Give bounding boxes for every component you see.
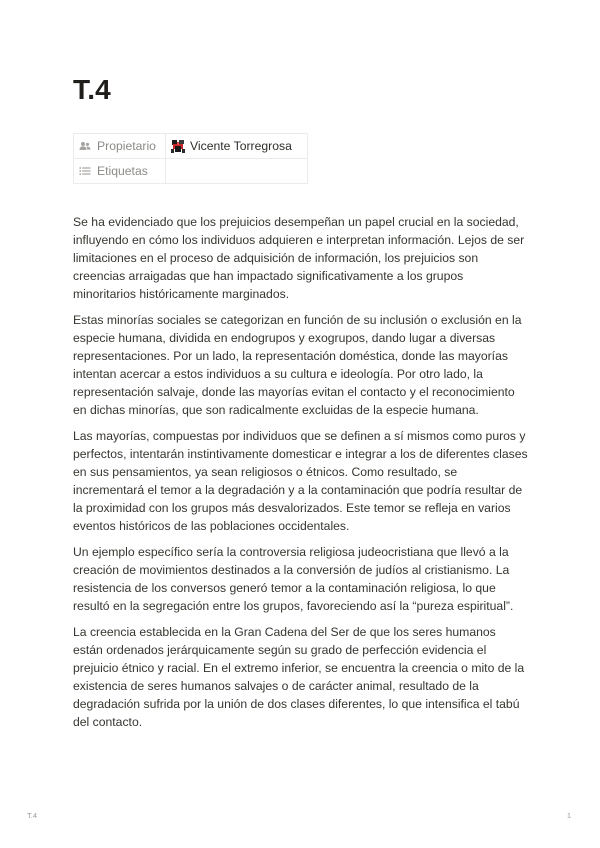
property-key-label: Etiquetas — [97, 164, 148, 178]
properties-table — [73, 133, 308, 184]
paragraph: Un ejemplo específico sería la controversia religiosa judeocristiana que llevó a la creación de movimientos destinados a la conversión de judíos al cristianismo. La resistencia de los conversos generó temor a la contaminación religiosa, lo que resultó en la segregación entre los grupos, favoreciendo así la “pureza espiritual”. — [73, 545, 514, 613]
property-key-cell — [74, 159, 166, 184]
avatar — [171, 139, 185, 153]
owner-name: Vicente Torregrosa — [190, 139, 292, 153]
property-row-tags — [74, 159, 308, 184]
people-icon — [79, 141, 91, 151]
page-title: T.4 — [73, 74, 111, 105]
document-body — [73, 213, 528, 739]
paragraph: Las mayorías, compuestas por individuos que se definen a sí mismos como puros y perfectos, intentarán instintivamente domesticar e integrar a los de diferentes clases en sus pensamientos, ya sean religiosos o étnicos. Como resultado, se incrementará el temor a la degradación y a la contaminación que podría resultar de la proximidad con los grupos más desvalorizados. Este temor se refleja en varios eventos históricos de las poblaciones occidentales. — [73, 429, 528, 533]
paragraph: Se ha evidenciado que los prejuicios desempeñan un papel crucial en la sociedad, influyendo en cómo los individuos adquieren e interpretan información. Lejos de ser limitaciones en el proceso de adquisición de información, los prejuicios son creencias arraigadas que han impactado significativamente a los grupos minoritarios históricamente marginados. — [73, 215, 525, 301]
property-value-cell[interactable] — [166, 134, 308, 159]
paragraph: Estas minorías sociales se categorizan en función de su inclusión o exclusión en la especie humana, dividida en endogrupos y exogrupos, dando lugar a diversas representaciones. Por un lado, la representación doméstica, donde las mayorías intentan acercar a estos individuos a su cultura e ideología. Por otro lado, la representación salvaje, donde las mayorías evitan el contacto y el reconocimiento en dichas minorías, que son radicalmente excluidas de la especie humana. — [73, 313, 522, 417]
page-number: 1 — [566, 811, 571, 820]
property-key-label: Propietario — [97, 139, 156, 153]
property-row-owner — [74, 134, 308, 159]
paragraph: La creencia establecida en la Gran Cadena del Ser de que los seres humanos están ordenados jerárquicamente según su grado de perfección evidencia el prejuicio étnico y racial. En el extremo inferior, se encuentra la creencia o mito de la existencia de seres humanos salvajes o de carácter animal, resultado de la degradación sufrida por la unión de dos clases diferentes, lo que intensifica el tabú del contacto. — [73, 625, 525, 729]
tags-value-cell[interactable] — [166, 159, 308, 184]
property-key-cell — [74, 134, 166, 159]
footer-title: T.4 — [27, 811, 38, 820]
list-icon — [79, 166, 91, 176]
